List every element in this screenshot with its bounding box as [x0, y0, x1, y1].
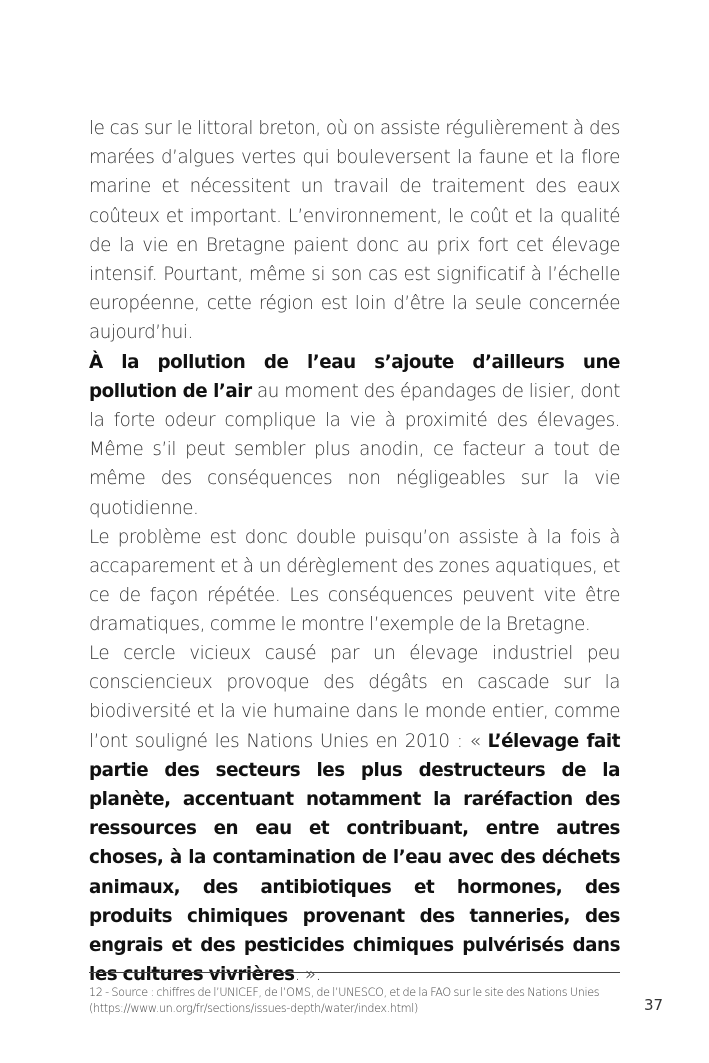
air-pollution-text: au moment des épandages de lisier, dont la forte odeur complique la vie à proximité des élevages. Même s’il peut sembler plus anodin, ce facteur a tout de même des conséquences non négligeables sur la vie quotidienne. — [89, 380, 620, 519]
main-text-section — [89, 114, 620, 640]
paragraph-bretagne — [89, 114, 620, 348]
footnote: 12 - Source : chiffres de l’UNICEF, de l’OMS, de l’UNESCO, et de la FAO sur le site des Nations Unies (https://www.un.org/fr/sections/issues-depth/water/index.html) — [89, 986, 600, 1015]
text-line: coûteux et important. L’environnement, le coût et la qualité — [89, 205, 620, 227]
quote-section — [89, 639, 620, 989]
text-line: le cas sur le littoral breton, où on assiste régulièrement à — [89, 118, 584, 139]
cercle-intro-text: Le cercle vicieux causé par un élevage industriel peu consciencieux provoque des dégâts en cascade sur la biodiversité et la vie humaine dans le monde entier, comme l’ont souligné les Nations Unies en 2010 : « — [89, 643, 620, 752]
footnote-divider — [89, 972, 620, 973]
text-line: intensif. Pourtant, même si son cas est significatif à l’échelle — [89, 264, 620, 286]
paragraph-un-quote — [89, 639, 620, 989]
paragraph-double-problem: Le problème est donc double puisqu’on assiste à la fois à accaparement et à un dérèglement des zones aquatiques, et ce de façon répétée. Les conséquences peuvent vite être dramatiques, comme le montre l’exemple de la Bretagne. — [89, 526, 620, 636]
text-line: de la vie en Bretagne paient donc au prix fort cet élevage — [89, 234, 620, 256]
quote-closing: . ». — [294, 964, 321, 986]
un-quote-emphasis: L’élevage fait partie des secteurs les plus destructeurs de la planète, accentuant notamment la raréfaction des ressources en eau et contribuant, entre autres choses, à la contamination de l’eau avec des déchets animaux, des antibiotiques et hormones, des produits chimiques provenant des tanneries, des engrais et des pesticides chimiques pulvérisés dans les cultures vivrières — [89, 730, 620, 986]
text-line: aujourd’hui. — [89, 322, 193, 344]
text-line: européenne, cette région est loin d’être la seule concernée — [89, 293, 620, 315]
page-number: 37 — [644, 996, 664, 1014]
text-line: flore marine et nécessitent un travail de traitement des eaux — [89, 147, 620, 198]
text-line: des marées d’algues vertes qui bouleversent la faune et la — [89, 118, 620, 169]
air-pollution-emphasis: À la pollution de l’eau s’ajoute d’ailleurs une pollution de l’air — [89, 351, 620, 402]
paragraph-air-pollution — [89, 348, 620, 523]
